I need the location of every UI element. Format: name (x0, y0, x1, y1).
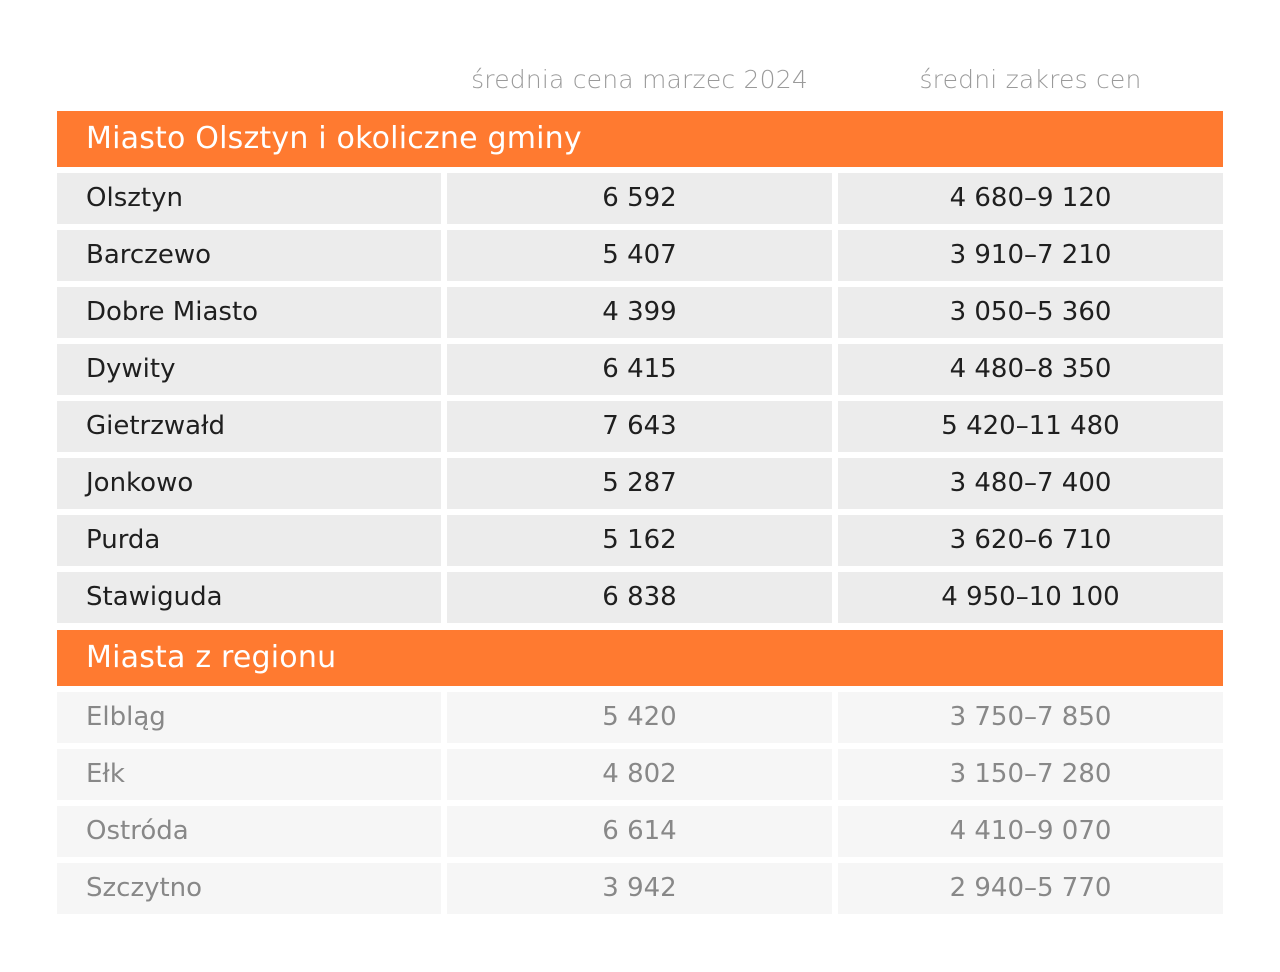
table-row (57, 458, 1223, 509)
price-range-cell: 4 410–9 070 (838, 806, 1223, 857)
city-name-cell: Dywity (57, 344, 441, 395)
table-row (57, 806, 1223, 857)
city-name-cell: Olsztyn (57, 173, 441, 224)
price-range-cell: 3 480–7 400 (838, 458, 1223, 509)
avg-price-cell: 6 838 (447, 572, 832, 623)
price-range-cell: 3 150–7 280 (838, 749, 1223, 800)
table-row (57, 401, 1223, 452)
table-row (57, 344, 1223, 395)
avg-price-cell: 6 415 (447, 344, 832, 395)
avg-price-cell: 5 287 (447, 458, 832, 509)
city-name-cell: Elbląg (57, 692, 441, 743)
price-range-cell: 5 420–11 480 (838, 401, 1223, 452)
avg-price-cell: 4 802 (447, 749, 832, 800)
avg-price-cell: 7 643 (447, 401, 832, 452)
city-name-cell: Dobre Miasto (57, 287, 441, 338)
table-row (57, 692, 1223, 743)
avg-price-cell: 4 399 (447, 287, 832, 338)
price-range-cell: 3 910–7 210 (838, 230, 1223, 281)
city-name-cell: Ostróda (57, 806, 441, 857)
table-row (57, 572, 1223, 623)
table-row (57, 173, 1223, 224)
table-row (57, 230, 1223, 281)
table-row (57, 287, 1223, 338)
city-name-cell: Jonkowo (57, 458, 441, 509)
price-range-cell: 4 950–10 100 (838, 572, 1223, 623)
price-range-cell: 4 480–8 350 (838, 344, 1223, 395)
price-range-cell: 3 050–5 360 (838, 287, 1223, 338)
city-name-cell: Stawiguda (57, 572, 441, 623)
avg-price-cell: 5 162 (447, 515, 832, 566)
price-range-cell: 3 620–6 710 (838, 515, 1223, 566)
city-name-cell: Purda (57, 515, 441, 566)
section-header-olsztyn: Miasto Olsztyn i okoliczne gminy (57, 111, 1223, 167)
avg-price-cell: 6 592 (447, 173, 832, 224)
price-range-cell: 3 750–7 850 (838, 692, 1223, 743)
avg-price-cell: 5 420 (447, 692, 832, 743)
column-header-avg-price: średnia cena marzec 2024 (471, 65, 808, 94)
price-range-cell: 2 940–5 770 (838, 863, 1223, 914)
city-name-cell: Ełk (57, 749, 441, 800)
column-headers (57, 62, 1223, 98)
table-row (57, 863, 1223, 914)
table-row (57, 749, 1223, 800)
section-header-region: Miasta z regionu (57, 630, 1223, 686)
avg-price-cell: 5 407 (447, 230, 832, 281)
column-header-price-range: średni zakres cen (919, 65, 1142, 94)
price-range-cell: 4 680–9 120 (838, 173, 1223, 224)
avg-price-cell: 3 942 (447, 863, 832, 914)
city-name-cell: Barczewo (57, 230, 441, 281)
avg-price-cell: 6 614 (447, 806, 832, 857)
table-row (57, 515, 1223, 566)
city-name-cell: Gietrzwałd (57, 401, 441, 452)
city-name-cell: Szczytno (57, 863, 441, 914)
